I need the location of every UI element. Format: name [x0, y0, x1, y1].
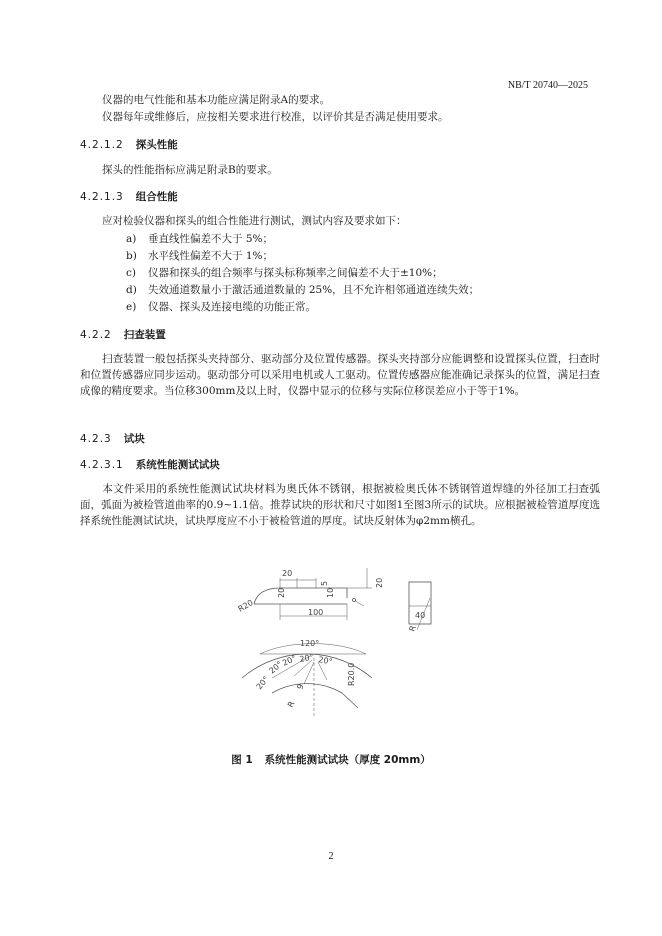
list-item: [126, 282, 479, 298]
list-item-text: 水平线性偏差不大于 1%；: [148, 250, 273, 262]
test-block-drawing: [232, 558, 477, 733]
section-heading-4212: [80, 137, 178, 152]
section-title: 组合性能: [135, 191, 178, 203]
section-number: 4.2.2: [80, 329, 112, 341]
section-heading-422: [80, 327, 166, 342]
list-item-letter: d): [126, 284, 137, 296]
section-body-4231: [80, 481, 600, 529]
figure-caption: [0, 752, 662, 767]
list-item: [126, 265, 443, 281]
section-body-4212: 探头的性能指标应满足附录B的要求。: [102, 164, 278, 176]
list-item-letter: b): [126, 250, 137, 262]
section-title: 系统性能测试试块: [135, 459, 220, 471]
list-item-text: 垂直线性偏差不大于 5%；: [148, 233, 273, 245]
paragraph-text: 扫查装置一般包括探头夹持部分、驱动部分及位置传感器。探头夹持部分应能调整和设置探头位置，扫查时和位置传感器应同步运动。驱动部分可以采用电机或人工驱动。位置传感器应能准确记录探头的位置，满足扫查成像的精度要求。当位移300mm及以上时，仪器中显示的位移与实际位移误差应小于等于1%。: [80, 353, 600, 397]
section-number: 4.2.3.1: [80, 459, 124, 471]
figure-title: 系统性能测试试块（厚度 20mm）: [264, 754, 431, 766]
test-block-figure: [232, 558, 477, 733]
dim-label: 120°: [300, 639, 320, 648]
dim-label: 20: [375, 577, 384, 588]
list-item-text: 仪器、探头及连接电缆的功能正常。: [148, 301, 316, 313]
arc-inner: [272, 684, 342, 693]
section-title: 试块: [123, 433, 145, 445]
dim-label: 20°: [298, 652, 315, 664]
figure-label: 图 1: [231, 754, 253, 766]
list-item: [126, 248, 273, 264]
section-heading-4213: [80, 189, 178, 204]
section-body-422: [80, 351, 600, 399]
section-number: 4.2.1.3: [80, 191, 124, 203]
dim-label: 20°: [267, 659, 285, 676]
section-heading-423: [80, 431, 145, 446]
dim-label: R: [407, 624, 418, 633]
dim-label: 20: [277, 587, 286, 598]
intro-line-1: 仪器的电气性能和基本功能应满足附录A的要求。: [102, 94, 331, 106]
list-item-text: 仪器和探头的组合频率与探头标称频率之间偏差不大于±10%；: [148, 267, 443, 279]
list-item: [126, 231, 273, 247]
dim-label: 40: [415, 611, 426, 620]
paragraph-text: 本文件采用的系统性能测试试块材料为奥氏体不锈钢，根据被检奥氏体不锈钢管道焊缝的外径加工扫查弧面，弧面为被检管道曲率的0.9~1.1倍。推荐试块的形状和尺寸如图1至图3所示的试块。应根据被检管道厚度选择系统性能测试试块，试块厚度应不小于被检管道的厚度。试块反射体为φ2mm横孔。: [80, 483, 600, 527]
standard-number: NB/T 20740—2025: [507, 80, 588, 91]
list-item-letter: c): [126, 267, 136, 279]
list-item-letter: a): [126, 233, 137, 245]
dim-label: 100: [308, 608, 324, 617]
list-item-letter: e): [126, 301, 137, 313]
page-number: 2: [328, 851, 334, 862]
list-item-text: 失效通道数量小于激活通道数量的 25%，且不允许相邻通道连续失效；: [148, 284, 480, 296]
dim-label: R20: [236, 598, 255, 614]
dim-label: 20°: [317, 655, 334, 667]
dim-label: 20°: [281, 653, 298, 668]
dim-label: R20.0: [347, 662, 356, 686]
intro-line-2: 仪器每年或维修后，应按相关要求进行校准，以评价其是否满足使用要求。: [102, 111, 449, 123]
section-number: 4.2.1.2: [80, 139, 124, 151]
dim-label: 9: [295, 682, 306, 691]
dim-label: R: [285, 699, 297, 709]
section-title: 扫查装置: [123, 329, 166, 341]
section-heading-4231: [80, 457, 220, 472]
dim-label: 5: [320, 580, 329, 586]
section-number: 4.2.3: [80, 433, 112, 445]
section-intro-4213: 应对检验仪器和探头的组合性能进行测试，测试内容及要求如下：: [102, 215, 407, 227]
section-title: 探头性能: [135, 139, 178, 151]
dim-label: 20°: [254, 674, 271, 692]
dim-label: 20: [282, 569, 293, 578]
list-item: [126, 299, 316, 315]
dim-label: 10: [326, 587, 335, 598]
